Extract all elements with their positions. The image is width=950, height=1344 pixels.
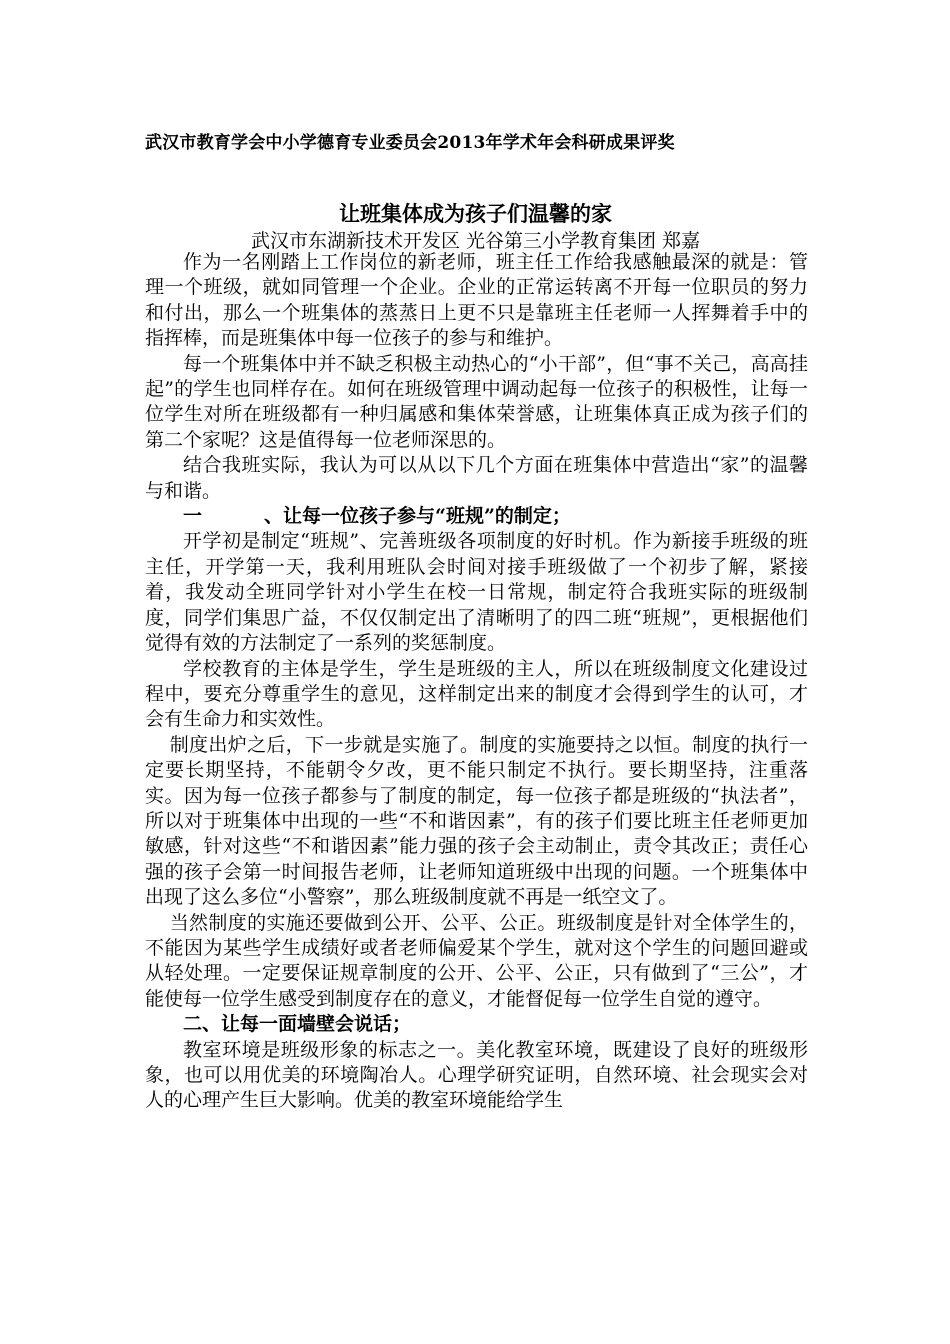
paragraph: 当然制度的实施还要做到公开、公平、公正。班级制度是针对全体学生的，不能因为某些学生成绩好或者老师偏爱某个学生，就对这个学生的问题回避或从轻处理。一定要保证规章制度的公开、公平、公正，只有做到了“三公”，才能使每一位学生感受到制度存在的意义，才能督促每一位学生自觉的遵守。 (145, 911, 808, 1010)
document-header: 武汉市教育学会中小学德育专业委员会2013年学术年会科研成果评奖 (145, 133, 675, 153)
paragraph: 制度出炉之后，下一步就是实施了。制度的实施要持之以恒。制度的执行一定要长期坚持，不能朝令夕改，更不能只制定不执行。要长期坚持，注重落实。因为每一位孩子都参与了制度的制定，每一位孩子都是班级的“执法者”，所以对于班集体中出现的一些“不和谐因素”，有的孩子们要比班主任老师更加敏感，针对这些“不和谐因素”能力强的孩子会主动制止，责令其改正；责任心强的孩子会第一时间报告老师，让老师知道班级中出现的问题。一个班集体中出现了这么多位“小警察”，那么班级制度就不再是一纸空文了。 (145, 733, 808, 909)
section-heading-number: 一 (183, 505, 203, 528)
paragraph: 教室环境是班级形象的标志之一。美化教室环境，既建设了良好的班级形象，也可以用优美的环境陶冶人。心理学研究证明，自然环境、社会现实会对人的心理产生巨大影响。优美的教室环境能给学生 (145, 1038, 808, 1112)
article-body (145, 250, 808, 1114)
article-title: 让班集体成为孩子们温馨的家 (339, 201, 612, 226)
paragraph: 开学初是制定“班规”、完善班级各项制度的好时机。作为新接手班级的班主任，开学第一天，我利用班队会时间对接手班级做了一个初步了解，紧接着，我发动全班同学针对小学生在校一日常规，制定符合我班实际的班级制度，同学们集思广益，不仅仅制定出了清晰明了的四二班“班规”，更根据他们觉得有效的方法制定了一系列的奖惩制度。 (145, 530, 808, 655)
paragraph: 作为一名刚踏上工作岗位的新老师，班主任工作给我感触最深的就是：管理一个班级，就如同管理一个企业。企业的正常运转离不开每一位职员的努力和付出，那么一个班集体的蒸蒸日上更不只是靠班主任老师一人挥舞着手中的指挥棒，而是班集体中每一位孩子的参与和维护。 (145, 251, 808, 350)
section-heading-text: 、让每一位孩子参与“班规”的制定； (264, 505, 571, 528)
paragraph: 结合我班实际，我认为可以从以下几个方面在班集体中营造出“家”的温馨与和谐。 (145, 454, 808, 502)
paragraph: 学校教育的主体是学生，学生是班级的主人，所以在班级制度文化建设过程中，要充分尊重学生的意见，这样制定出来的制度才会得到学生的认可，才会有生命力和实效性。 (145, 657, 808, 731)
section-heading-2: 二、让每一面墙壁会说话； (183, 1013, 412, 1036)
section-heading-1 (145, 504, 808, 529)
paragraph: 每一个班集体中并不缺乏积极主动热心的“小干部”，但“事不关己，高高挂起”的学生也同样存在。如何在班级管理中调动起每一位孩子的积极性，让每一位学生对所在班级都有一种归属感和集体荣誉感，让班集体真正成为孩子们的第二个家呢？这是值得每一位老师深思的。 (145, 352, 808, 451)
article-author: 武汉市东湖新技术开发区 光谷第三小学教育集团 郑嘉 (250, 230, 701, 252)
